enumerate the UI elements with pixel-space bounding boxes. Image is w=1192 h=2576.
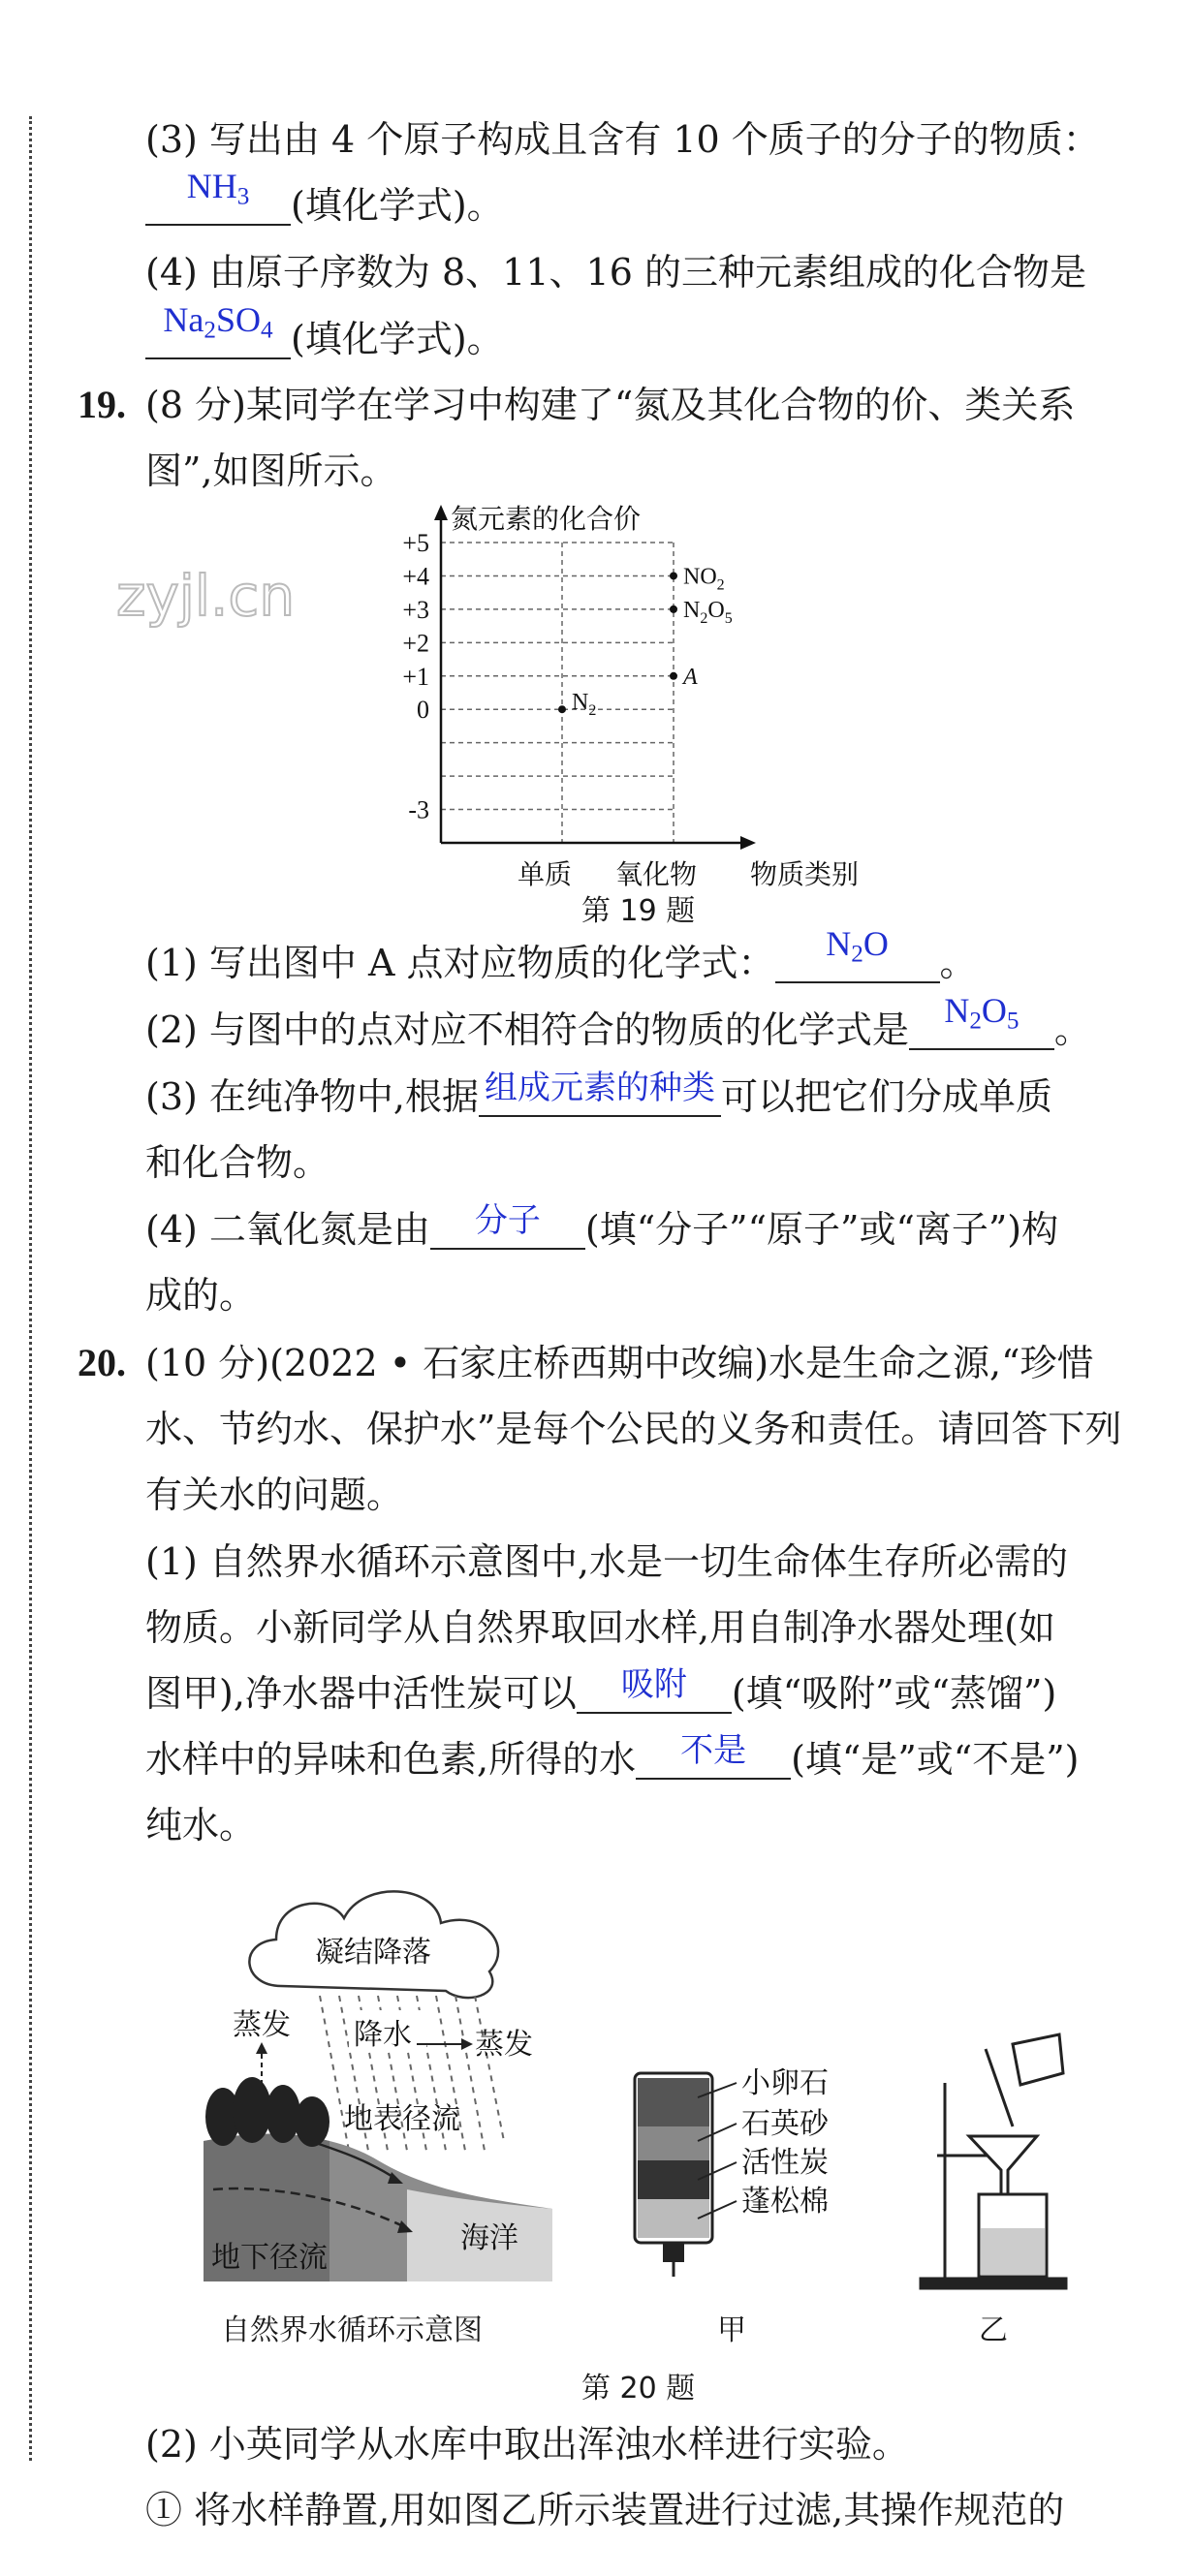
q18-part4-blank (145, 299, 291, 359)
water-cycle-figure (194, 1850, 581, 2296)
purifier-bottle (635, 2073, 712, 2277)
q19-figure-caption: 第 19 题 (581, 894, 696, 928)
y-tick-label: +3 (402, 595, 429, 624)
q19-part1-answer: $N_2O$ (826, 923, 889, 967)
chart-point (558, 705, 566, 713)
evap-left-arrowhead (256, 2042, 267, 2054)
q20-part1-answer-b: 不是 (680, 1731, 747, 1770)
q19-part1-line (145, 923, 977, 988)
point-label: $N_2$ (572, 690, 597, 720)
y-tick-label: +2 (402, 629, 429, 658)
q18-part3-line2 (145, 166, 504, 231)
q20-figure-caption: 第 20 题 (581, 2372, 696, 2405)
q20-part2-line1: (2) 小英同学从水库中取出浑浊水样进行实验。 (145, 2423, 909, 2466)
q20-part1-blank-a (577, 1665, 732, 1714)
cycle-evap-left-label: 蒸发 (233, 2008, 291, 2042)
q18-part4-line2 (145, 299, 504, 364)
chart-svg (116, 499, 892, 925)
q19-part4-line (145, 1201, 1059, 1255)
point-label: $N_2O_5$ (683, 597, 733, 627)
q19-part3-suffix: 可以把它们分成单质 (721, 1075, 1053, 1118)
binding-margin-line (29, 116, 32, 2461)
cycle-underground-label: 地下径流 (211, 2241, 328, 2275)
q19-part4-text: (4) 二氧化氮是由 (145, 1208, 430, 1251)
filtration-apparatus-figure (916, 2025, 1071, 2296)
receiving-beaker (979, 2194, 1047, 2277)
x-axis-label: 物质类别 (749, 858, 860, 890)
q20-part1-line4-b: (填“是”或“不是”) (791, 1738, 1080, 1781)
q19-part4-suffix: (填“分子”“原子”或“离子”)构 (584, 1208, 1059, 1251)
q19-part3-blank (479, 1069, 721, 1117)
filter-layer-3: 活性炭 (741, 2146, 829, 2180)
q18-part3-suffix: (填化学式)。 (291, 184, 504, 227)
filtration-caption: 乙 (979, 2313, 1008, 2347)
q19-part3-line (145, 1071, 1052, 1122)
q19-part1-blank (775, 923, 940, 983)
q20-part1-line3-b: (填“吸附”或“蒸馏”) (731, 1672, 1057, 1715)
q19-number: 19. (78, 383, 126, 426)
q19-part3-text: (3) 在纯净物中,根据 (145, 1075, 479, 1118)
q20-part1-answer-a: 吸附 (620, 1665, 687, 1704)
q19-part4-blank (430, 1201, 585, 1250)
x-category-label: 单质 (517, 858, 573, 890)
q19-part4-line2: 成的。 (145, 1274, 257, 1317)
evap-right-arrowhead (461, 2038, 473, 2050)
q20-part1-line3 (145, 1665, 1057, 1719)
purifier-caption: 甲 (717, 2313, 746, 2347)
q20-part1-line4-a: 水样中的异味和色素,所得的水 (145, 1738, 637, 1781)
q19-part1-suffix: 。 (939, 942, 977, 984)
chart-point (670, 605, 677, 613)
q19-part3-answer: 组成元素的种类 (485, 1069, 715, 1107)
cycle-surface-label: 地表径流 (344, 2102, 460, 2136)
q20-part1-line1: (1) 自然界水循环示意图中,水是一切生命体生存所必需的 (145, 1540, 1068, 1583)
valence-class-chart (116, 499, 892, 925)
pouring-beaker (986, 2034, 1063, 2126)
y-tick-label: +4 (402, 562, 429, 591)
q18-part4-answer: $Na_2SO_4$ (163, 299, 273, 343)
cycle-ocean-label: 海洋 (460, 2221, 518, 2255)
chart-point (670, 572, 677, 579)
filter-layer-1: 小卵石 (741, 2066, 829, 2100)
x-category-label: 氧化物 (614, 858, 698, 890)
q19-part2-answer: $N_2O_5$ (944, 990, 1019, 1034)
q18-part3-text: (3) 写出由 4 个原子构成且含有 10 个质子的分子的物质： (145, 118, 1100, 161)
filter-layer-2: 石英砂 (741, 2107, 829, 2141)
q20-stem-line1: (10 分)(2022 • 石家庄桥西期中改编)水是生命之源,“珍惜 (145, 1342, 1094, 1384)
q19-part2-line (145, 990, 1091, 1055)
q19-part3-line2: 和化合物。 (145, 1141, 330, 1184)
q20-number: 20. (78, 1341, 126, 1384)
q20-part1-line3-a: 图甲),净水器中活性炭可以 (145, 1672, 577, 1715)
filter-layer-4: 蓬松棉 (741, 2185, 829, 2219)
chart-point (670, 672, 677, 680)
q20-part2-line2: ① 将水样静置,用如图乙所示装置进行过滤,其操作规范的 (145, 2489, 1065, 2531)
watermark-text: zyjl.cn (116, 563, 296, 629)
q19-part1-text: (1) 写出图中 A 点对应物质的化学式： (145, 942, 775, 984)
x-axis-arrowhead (740, 836, 756, 850)
point-label: A (683, 664, 698, 690)
q20-stem-line2: 水、节约水、保护水”是每个公民的义务和责任。请回答下列 (145, 1408, 1122, 1450)
q18-part3-answer: $NH_3$ (186, 166, 250, 209)
y-axis-arrowhead (434, 505, 448, 520)
water-cycle-caption: 自然界水循环示意图 (221, 2313, 483, 2347)
q20-part1-line4 (145, 1731, 1080, 1785)
q18-part4-text: (4) 由原子序数为 8、11、16 的三种元素组成的化合物是 (145, 251, 1086, 294)
water-purifier-figure (620, 2034, 892, 2286)
y-tick-label: +5 (402, 529, 429, 557)
cycle-cloud-label: 凝结降落 (315, 1936, 431, 1970)
cycle-rain-label: 降水 (354, 2018, 412, 2052)
chart-title: 氮元素的化合价 (451, 503, 642, 535)
q19-part2-text: (2) 与图中的点对应不相符合的物质的化学式是 (145, 1009, 909, 1051)
q20-stem-line3: 有关水的问题。 (145, 1474, 404, 1516)
point-label: $NO_2$ (683, 564, 725, 594)
y-tick-label: -3 (408, 795, 429, 824)
y-tick-label: 0 (417, 696, 429, 725)
q20-part1-line5: 纯水。 (145, 1804, 257, 1847)
q18-part4-suffix: (填化学式)。 (291, 318, 504, 360)
y-tick-label: +1 (402, 662, 429, 691)
q19-stem-line1: (8 分)某同学在学习中构建了“氮及其化合物的价、类关系 (145, 384, 1076, 426)
cycle-evap-right-label: 蒸发 (475, 2028, 533, 2062)
q19-part2-suffix: 。 (1053, 1009, 1091, 1051)
q19-part2-blank (909, 990, 1054, 1050)
q19-part4-answer: 分子 (474, 1201, 541, 1240)
q19-stem-line2: 图”,如图所示。 (145, 450, 397, 492)
q18-part3-blank (145, 166, 291, 226)
q20-part1-line2: 物质。小新同学从自然界取回水样,用自制净水器处理(如 (145, 1606, 1055, 1649)
q20-part1-blank-b (636, 1731, 791, 1780)
